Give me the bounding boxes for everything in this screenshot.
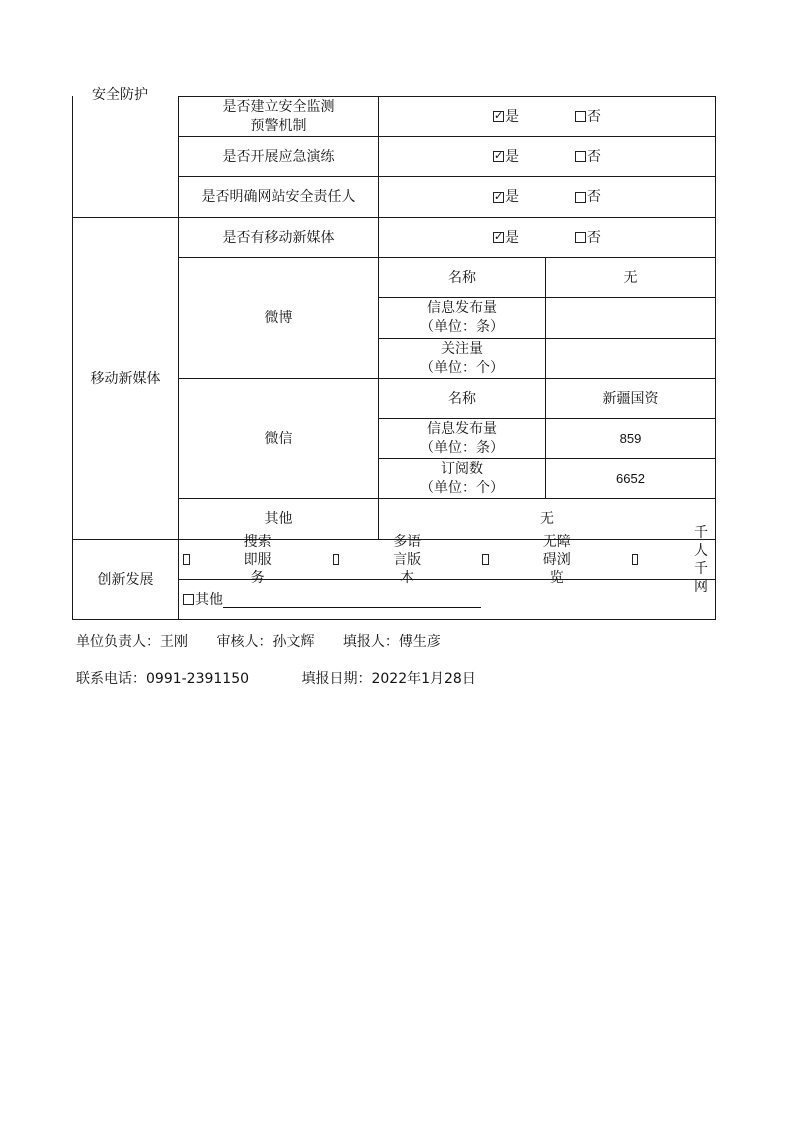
- footer-reviewer: 审核人：孙文辉: [216, 634, 315, 650]
- mobile-section-cell: [72, 217, 179, 540]
- footer-leader: 单位负责人：王刚: [76, 634, 188, 650]
- footer-phone: 联系电话：0991-2391150: [76, 671, 250, 687]
- weibo-follow-value: [545, 338, 716, 379]
- innovation-other-checkbox[interactable]: 其他: [183, 591, 223, 609]
- innovation-section-cell: [72, 539, 179, 620]
- weibo-follow-label: 关注量 （单位：个）: [378, 338, 546, 379]
- weibo-posts-label: 信息发布量 （单位：条）: [378, 297, 546, 339]
- checked-box-icon: [493, 111, 504, 122]
- no-checkbox[interactable]: 否: [575, 148, 601, 166]
- emergency-drill-question: 是否开展应急演练: [178, 136, 379, 177]
- wechat-name-value: 新疆国资: [545, 378, 716, 419]
- innovation-other-row: [178, 579, 716, 620]
- security-owner-answer: [378, 176, 716, 218]
- yes-checkbox[interactable]: ✓ 是: [493, 188, 519, 206]
- footer-date: 填报日期：2022年1月28日: [301, 671, 476, 687]
- empty-box-icon: [482, 554, 489, 565]
- mobile-other-value: 无: [378, 498, 716, 540]
- no-checkbox[interactable]: 否: [575, 108, 601, 126]
- mobile-section-label: 移动新媒体: [90, 370, 161, 387]
- empty-box-icon: [575, 111, 586, 122]
- yes-checkbox[interactable]: ✓ 是: [493, 229, 519, 247]
- checked-box-icon: [493, 232, 504, 243]
- empty-box-icon: [183, 594, 194, 605]
- personalized-checkbox[interactable]: 千人千网: [632, 524, 715, 596]
- weibo-label-cell: 微博: [178, 257, 379, 379]
- security-section-cell: [72, 96, 179, 218]
- empty-box-icon: [575, 151, 586, 162]
- mobile-other-label: 其他: [178, 498, 379, 540]
- security-owner-question: 是否明确网站安全责任人: [178, 176, 379, 218]
- security-monitoring-question: 是否建立安全监测 预警机制: [178, 96, 379, 137]
- yes-checkbox[interactable]: ✓ 是: [493, 108, 519, 126]
- empty-box-icon: [575, 232, 586, 243]
- checked-box-icon: [493, 151, 504, 162]
- innovation-section-label: 创新发展: [97, 571, 154, 588]
- wechat-subs-value: 6652: [545, 458, 716, 499]
- footer-signers: [76, 631, 441, 651]
- empty-box-icon: [333, 554, 340, 565]
- has-mobile-media-answer: [378, 217, 716, 258]
- empty-box-icon: [632, 554, 639, 565]
- empty-box-icon: [575, 192, 586, 203]
- weibo-posts-value: [545, 297, 716, 339]
- search-service-checkbox[interactable]: 搜索即服务: [183, 533, 277, 587]
- security-section-label: 安全防护: [92, 87, 148, 103]
- accessibility-checkbox[interactable]: 无障碍浏览: [482, 533, 576, 587]
- footer-contact: [76, 668, 476, 688]
- security-monitoring-answer: [378, 96, 716, 137]
- wechat-name-label: 名称: [378, 378, 546, 419]
- wechat-posts-value: 859: [545, 418, 716, 459]
- innovation-other-field[interactable]: [223, 592, 481, 608]
- yes-checkbox[interactable]: ✓ 是: [493, 148, 519, 166]
- wechat-label-cell: 微信: [178, 378, 379, 499]
- weibo-name-value: 无: [545, 257, 716, 298]
- checked-box-icon: [493, 192, 504, 203]
- weibo-name-label: 名称: [378, 257, 546, 298]
- wechat-subs-label: 订阅数 （单位：个）: [378, 458, 546, 499]
- multilingual-checkbox[interactable]: 多语言版本: [333, 533, 427, 587]
- innovation-options-row: [178, 524, 716, 595]
- emergency-drill-answer: [378, 136, 716, 177]
- wechat-posts-label: 信息发布量 （单位：条）: [378, 418, 546, 459]
- empty-box-icon: [183, 554, 190, 565]
- no-checkbox[interactable]: 否: [575, 229, 601, 247]
- no-checkbox[interactable]: 否: [575, 188, 601, 206]
- has-mobile-media-question: 是否有移动新媒体: [178, 217, 379, 258]
- footer-filler: 填报人：傅生彦: [342, 634, 441, 650]
